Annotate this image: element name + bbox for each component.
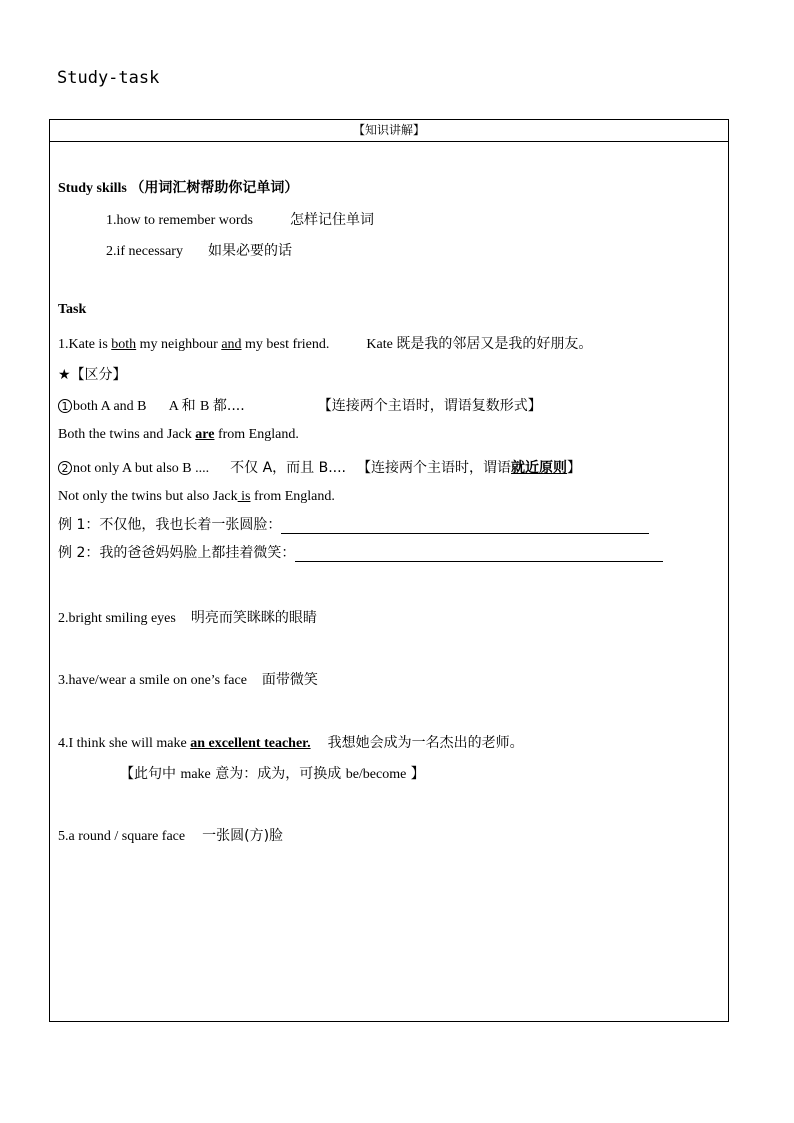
s1-pre: 1.Kate is (58, 337, 112, 352)
task-sentence-5 (58, 825, 283, 845)
d1-en: both A and B (73, 399, 147, 414)
s3-cn: 面带微笑 (261, 672, 318, 688)
d2-note-c: 】 (567, 460, 582, 476)
s1-post: my best friend. (241, 337, 330, 352)
distinguish-example-1 (58, 427, 299, 443)
distinguish-item-2 (58, 457, 581, 477)
content-box (49, 119, 729, 1022)
s2-en: 2.bright smiling eyes (58, 611, 176, 626)
s4-note-c: 意为：成为，可换成 (210, 766, 346, 782)
example-2-text: 例 2：我的爸爸妈妈脸上都挂着微笑： (58, 545, 296, 561)
task-sentence-4 (58, 732, 524, 752)
study-skill-item-2-en: 2.if necessary (106, 244, 183, 259)
s1-word-and: and (221, 337, 242, 352)
box-header: 【知识讲解】 (50, 120, 728, 142)
s1-cn-kate: Kate (366, 337, 397, 352)
study-skills-heading-en: Study skills (58, 181, 127, 196)
study-skill-item-1-en: 1.how to remember words (106, 213, 253, 228)
distinguish-item-1 (58, 395, 542, 415)
d2-note-b: 就近原则 (511, 460, 568, 476)
s3-en: 3.have/wear a smile on one’s face (58, 673, 247, 688)
study-skill-item-1 (106, 209, 374, 229)
d1-a: A (168, 399, 182, 414)
s4-note-e: 】 (406, 766, 425, 782)
s4-note-d: be/become (345, 767, 407, 782)
s5-en: 5.a round / square face (58, 829, 186, 844)
s2-cn: 明亮而笑眯眯的眼睛 (190, 610, 317, 626)
example-1-text: 例 1：不仅他，我也长着一张圆脸： (58, 517, 282, 533)
s1-mid: my neighbour (136, 337, 222, 352)
d1-cn2: 都.... (212, 398, 245, 414)
task-sentence-3 (58, 669, 318, 689)
d2-en: not only A but also B .... (73, 461, 210, 476)
task-sentence-4-note (120, 763, 425, 783)
d1-example-post: from England. (214, 427, 299, 442)
d1-example-verb: are (195, 427, 215, 442)
s4-cn: 我想她会成为一名杰出的老师。 (327, 735, 524, 751)
task-sentence-1 (58, 333, 592, 353)
page-title: Study-task (57, 68, 160, 88)
circled-number-1: 1 (58, 399, 72, 413)
study-skill-item-1-cn: 怎样记住单词 (289, 212, 374, 228)
task-sentence-2 (58, 607, 317, 627)
study-skills-heading-cn: （用词汇树帮助你记单词） (130, 180, 299, 196)
distinguish-heading: ★【区分】 (58, 367, 127, 383)
d2-example-verb: is (237, 489, 251, 504)
d1-note: 【连接两个主语时，谓语复数形式】 (317, 398, 542, 414)
example-1 (58, 514, 649, 534)
d2-example-post: from England. (250, 489, 335, 504)
example-1-answer-blank[interactable] (281, 519, 649, 534)
s4-highlight: an excellent teacher. (190, 736, 311, 751)
d1-example-pre: Both the twins and Jack (58, 427, 196, 442)
s4-note-b: make (180, 767, 211, 782)
study-skill-item-2-cn: 如果必要的话 (207, 243, 292, 259)
s4-note-a: 【此句中 (120, 766, 181, 782)
d1-cn: 和 (181, 398, 201, 414)
d2-example-pre: Not only the twins but also Jack (58, 489, 238, 504)
distinguish-example-2 (58, 489, 335, 505)
study-skills-heading (58, 177, 298, 197)
example-2-answer-blank[interactable] (295, 547, 663, 562)
s1-word-both: both (111, 337, 137, 352)
circled-number-2: 2 (58, 461, 72, 475)
s1-cn: 既是我的邻居又是我的好朋友。 (396, 336, 593, 352)
task-heading: Task (58, 302, 87, 317)
d1-b: B (200, 399, 213, 414)
s4-pre: 4.I think she will make (58, 736, 191, 751)
d2-note-a: 【连接两个主语时，谓语 (357, 460, 512, 476)
s5-cn: 一张圆(方)脸 (202, 828, 284, 844)
d2-cn: 不仅 A，而且 B.... (230, 460, 347, 476)
example-2 (58, 542, 663, 562)
study-skill-item-2 (106, 240, 292, 260)
